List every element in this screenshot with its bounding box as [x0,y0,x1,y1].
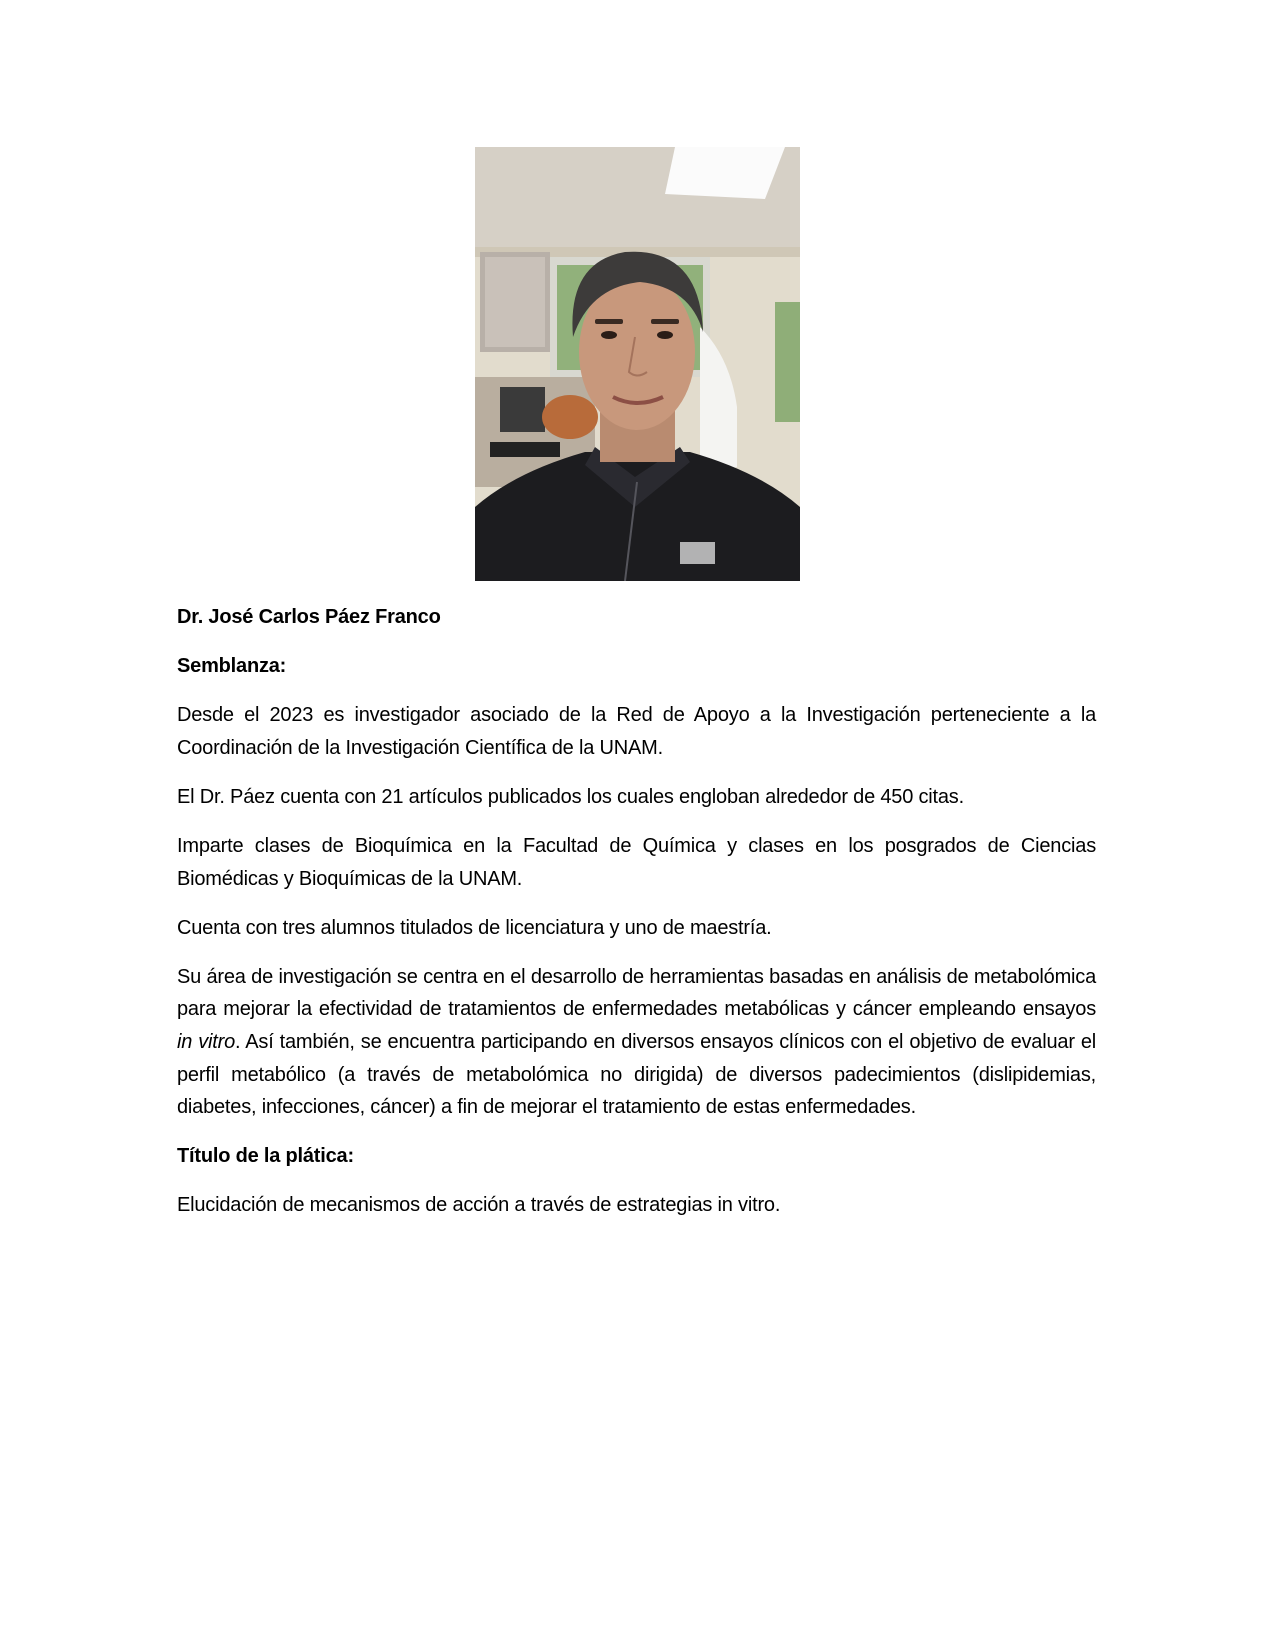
bio-paragraph-position: Desde el 2023 es investigador asociado de la Red de Apoyo a la Investigación perteneciente a la Coordinación de la Investigación Científica de la UNAM. [177,704,1096,759]
research-text-start: Su área de investigación se centra en el desarrollo de herramientas basadas en análisis de metabolómica para mejorar la efectividad de tratamientos de enfermedades metabólicas y cáncer empleando ensayos [177,965,1096,1021]
speaker-photo [475,147,800,581]
research-text-italic: in vitro [177,1030,235,1053]
bio-paragraph-research [177,961,1096,1124]
talk-heading: Título de la plática: [177,1145,354,1168]
bio-paragraph-students: Cuenta con tres alumnos titulados de licenciatura y uno de maestría. [177,916,772,939]
portrait-image [475,147,800,581]
speaker-name: Dr. José Carlos Páez Franco [177,606,441,628]
talk-title: Elucidación de mecanismos de acción a través de estrategias in vitro. [177,1194,781,1217]
bio-paragraph-teaching: Imparte clases de Bioquímica en la Facultad de Química y clases en los posgrados de Ciencias Biomédicas y Bioquímicas de la UNAM. [177,834,1096,890]
bio-content [177,601,1096,1238]
bio-paragraph-publications: El Dr. Páez cuenta con 21 artículos publicados los cuales engloban alrededor de 450 citas. [177,785,964,808]
semblanza-heading: Semblanza: [177,655,287,678]
research-text-end: . Así también, se encuentra participando en diversos ensayos clínicos con el objetivo de evaluar el perfil metabólico (a través de metabolómica no dirigida) de diversos padecimientos (dislipidemias, diabetes, infecciones, cáncer) a fin de mejorar el tratamiento de estas enfermedades. [177,1030,1096,1119]
